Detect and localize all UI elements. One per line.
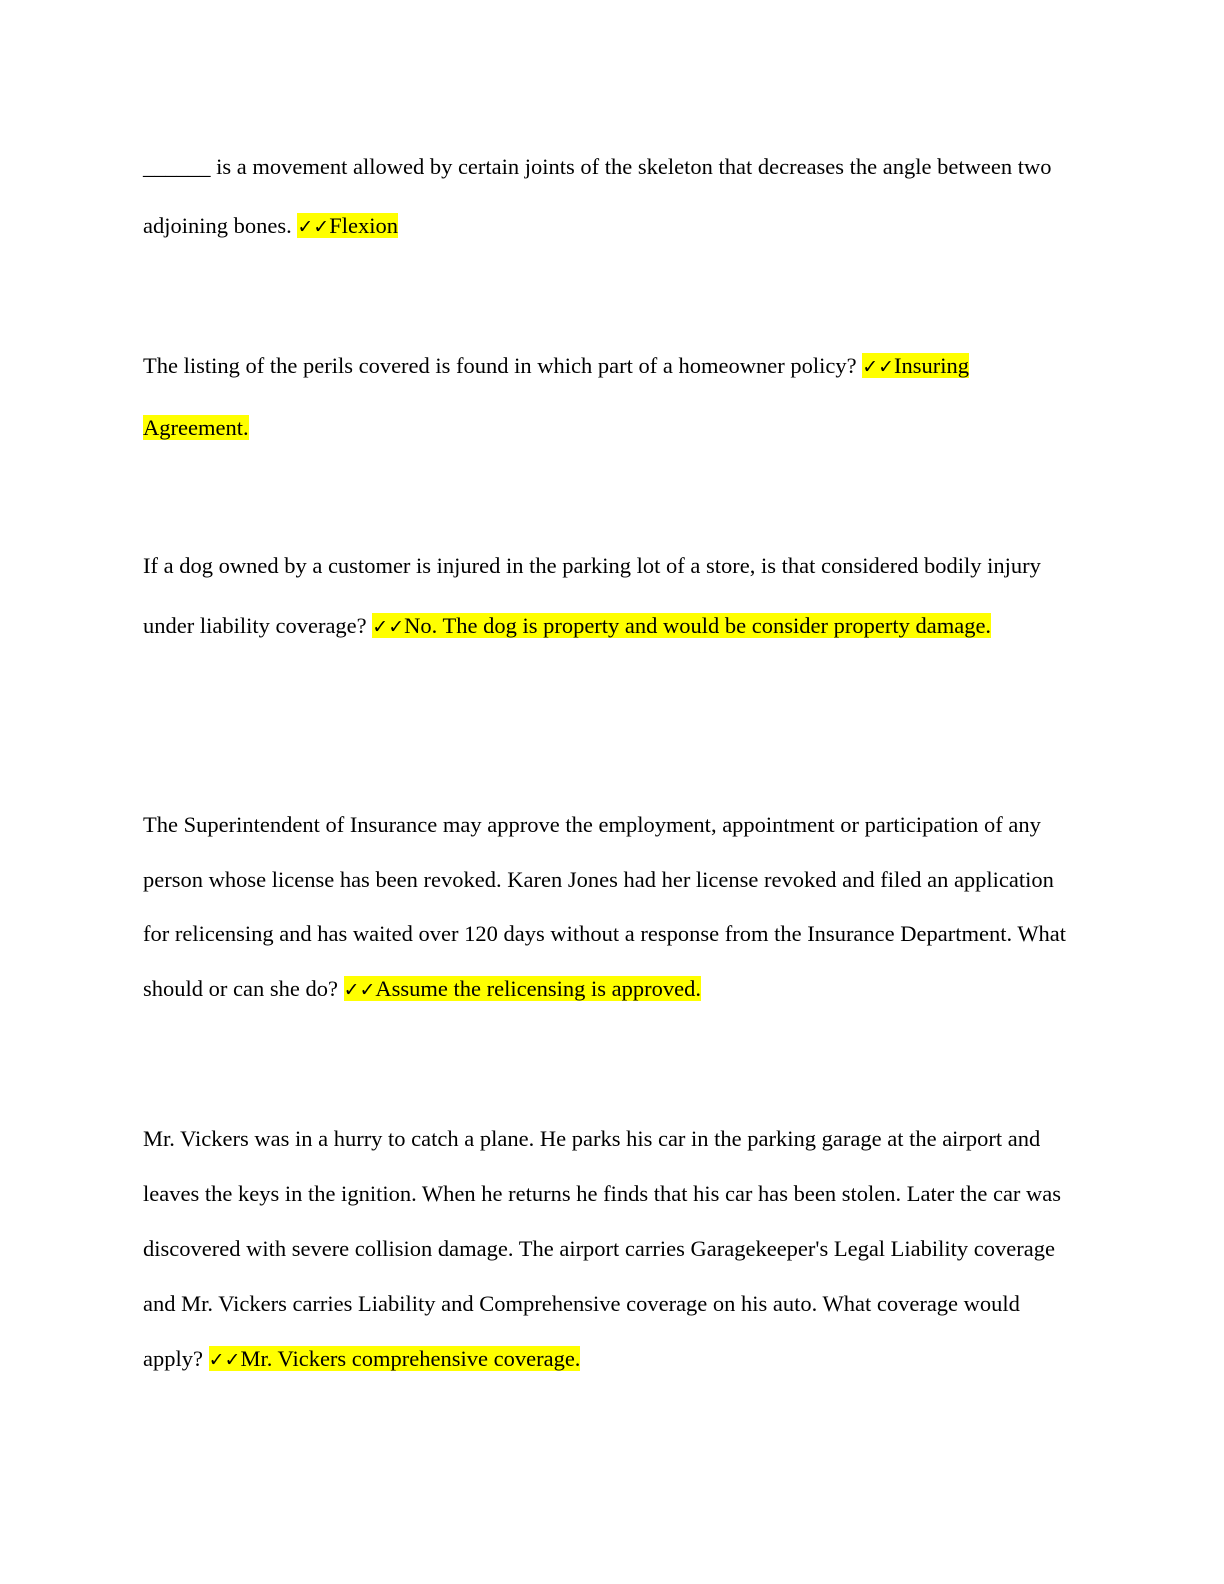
question-text: Mr. Vickers was in a hurry to catch a plane. He parks his car in the parking garage at the airport and leaves the keys in the ignition. When he returns he finds that his car has been stolen. Later the car was discovered with severe collision damage. The airport carries Garagekeeper's Legal Liability coverage and Mr. Vickers carries Liability and Comprehensive coverage on his auto. What coverage would apply? bbox=[143, 1126, 1062, 1371]
answer-highlight bbox=[372, 613, 991, 638]
answer-text: Assume the relicensing is approved. bbox=[375, 975, 701, 1001]
answer-text: No. The dog is property and would be consider property damage. bbox=[404, 612, 992, 638]
question-text: The listing of the perils covered is found in which part of a homeowner policy? bbox=[143, 353, 857, 378]
double-check-icon: ✓✓ bbox=[208, 1349, 241, 1371]
answer-highlight bbox=[209, 1346, 581, 1371]
qa-item-1 bbox=[143, 138, 1073, 256]
double-check-icon: ✓✓ bbox=[372, 615, 405, 638]
answer-text: Insuring Agreement. bbox=[143, 353, 970, 440]
double-check-icon: ✓✓ bbox=[343, 978, 376, 1001]
answer-text: Mr. Vickers comprehensive coverage. bbox=[240, 1346, 581, 1371]
qa-item-5 bbox=[143, 1111, 1073, 1388]
qa-item-3 bbox=[143, 536, 1073, 657]
question-text: If a dog owned by a customer is injured in the parking lot of a store, is that considered bodily injury under liability coverage? bbox=[143, 553, 1041, 638]
qa-item-2 bbox=[143, 336, 1073, 457]
answer-text: Flexion bbox=[329, 212, 398, 238]
question-text: The Superintendent of Insurance may approve the employment, appointment or participation of any person whose license has been revoked. Karen Jones had her license revoked and filed an application for relicensing and has waited over 120 days without a response from the Insurance Department. What should or can she do? bbox=[143, 812, 1067, 1001]
qa-item-4 bbox=[143, 798, 1073, 1017]
answer-highlight bbox=[297, 213, 398, 238]
double-check-icon: ✓✓ bbox=[297, 215, 330, 238]
answer-highlight bbox=[344, 976, 701, 1001]
double-check-icon: ✓✓ bbox=[862, 356, 895, 378]
question-text: ______ is a movement allowed by certain joints of the skeleton that decreases the angle between two adjoining bones. bbox=[143, 154, 1052, 238]
